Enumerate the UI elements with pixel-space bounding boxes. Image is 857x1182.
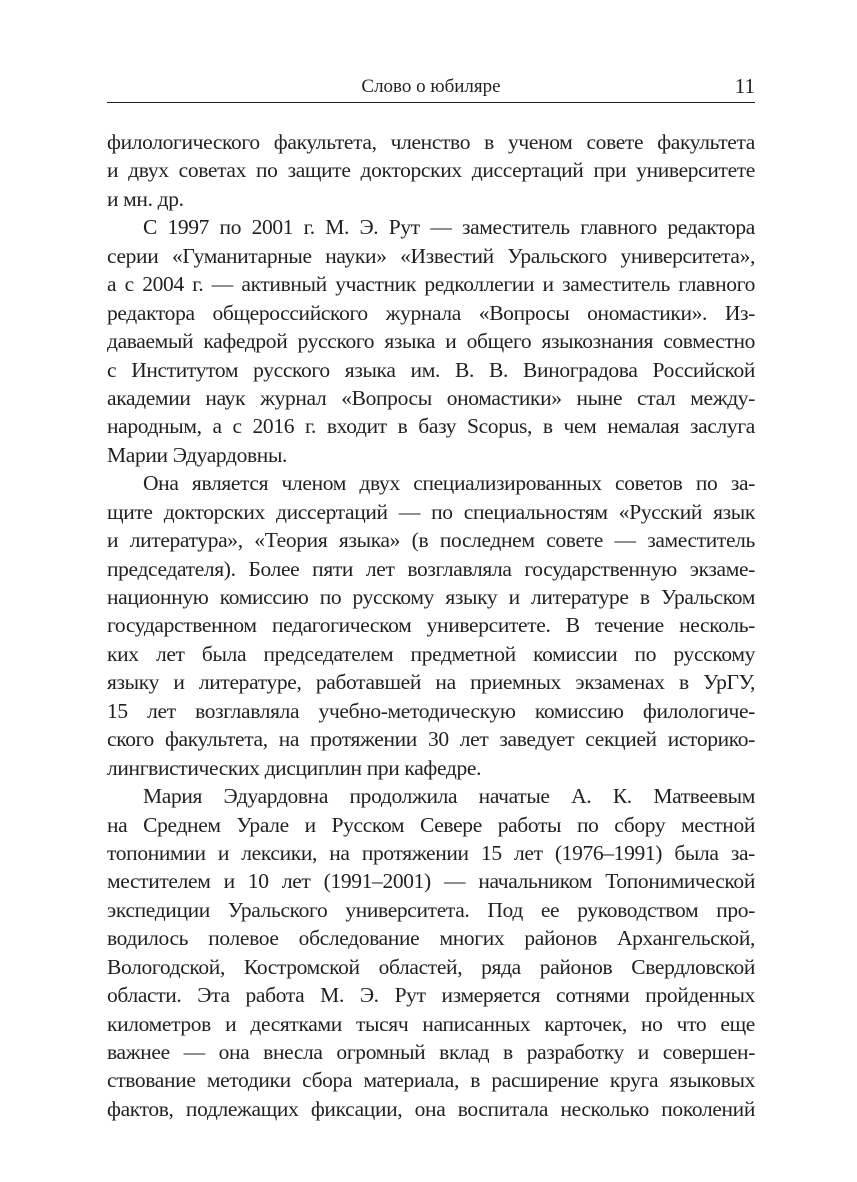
text-line: национную комиссию по русскому языку и литературе в Уральском <box>107 585 755 609</box>
page-number: 11 <box>734 74 755 98</box>
text-line: и мн. др. <box>107 186 184 211</box>
running-title: Слово о юбиляре <box>361 76 501 97</box>
paragraph <box>107 782 755 1123</box>
text-line: народным, а с 2016 г. входит в базу Scopus, в чем немалая заслуга <box>107 414 755 439</box>
text-line: даваемый кафедрой русского языка и общего языкознания совместно <box>107 329 755 354</box>
text-line: Она является членом двух специализированных советов по за- <box>143 471 755 496</box>
text-line: экспедиции Уральского университета. Под ее руководством про- <box>107 897 755 922</box>
text-line: и литература», «Теория языка» (в последнем совете — заместитель <box>107 528 755 553</box>
text-line: и двух советах по защите докторских диссертаций при университете <box>107 158 755 183</box>
text-line: фактов, подлежащих фиксации, она воспитала несколько поколений <box>107 1096 755 1121</box>
text-line: Мария Эдуардовна продолжила начатые А. К. Матвеевым <box>143 784 755 809</box>
text-line: километров и десятками тысяч написанных карточек, но что еще <box>107 1011 755 1036</box>
text-line: редактора общероссийского журнала «Вопросы ономастики». Из- <box>107 300 755 325</box>
text-line: щите докторских диссертаций — по специальностям «Русский язык <box>107 499 755 524</box>
text-line: области. Эта работа М. Э. Рут измеряется сотнями пройденных <box>107 983 755 1008</box>
paragraph <box>107 469 755 782</box>
text-line: местителем и 10 лет (1991–2001) — начальником Топонимической <box>107 869 755 894</box>
text-line: языку и литературе, работавшей на приемных экзаменах в УрГУ, <box>107 670 755 695</box>
text-line: ского факультета, на протяжении 30 лет заведует секцией историко- <box>107 727 755 752</box>
text-line: 15 лет возглавляла учебно-методическую комиссию филологиче- <box>107 698 755 723</box>
text-line: важнее — она внесла огромный вклад в разработку и совершен- <box>107 1040 755 1064</box>
paragraph <box>107 213 755 469</box>
text-line: Вологодской, Костромской областей, ряда районов Свердловской <box>107 954 755 979</box>
text-line: филологического факультета, членство в ученом совете факультета <box>107 130 755 154</box>
text-line: С 1997 по 2001 г. М. Э. Рут — заместитель главного редактора <box>143 215 755 240</box>
text-line: Марии Эдуардовны. <box>107 442 288 467</box>
text-line: водилось полевое обследование многих районов Архангельской, <box>107 926 755 951</box>
text-line: топонимии и лексики, на протяжении 15 лет (1976–1991) была за- <box>107 840 755 865</box>
text-line: а с 2004 г. — активный участник редколлегии и заместитель главного <box>107 272 755 297</box>
body-text <box>107 128 755 1123</box>
text-line: лингвистических дисциплин при кафедре. <box>107 755 482 780</box>
paragraph <box>107 128 755 213</box>
running-header <box>107 74 755 103</box>
text-line: государственном педагогическом университете. В течение несколь- <box>107 613 755 638</box>
text-line: ствование методики сбора материала, в расширение круга языковых <box>107 1068 755 1093</box>
text-line: ких лет была председателем предметной комиссии по русскому <box>107 641 755 666</box>
text-line: с Институтом русского языка им. В. В. Виноградова Российской <box>107 357 755 382</box>
text-line: академии наук журнал «Вопросы ономастики» ныне стал между- <box>107 385 755 410</box>
text-line: на Среднем Урале и Русском Севере работы по сбору местной <box>107 812 755 837</box>
text-line: серии «Гуманитарные науки» «Известий Уральского университета», <box>107 243 755 268</box>
text-line: председателя). Более пяти лет возглавляла государственную экзаме- <box>107 556 755 581</box>
